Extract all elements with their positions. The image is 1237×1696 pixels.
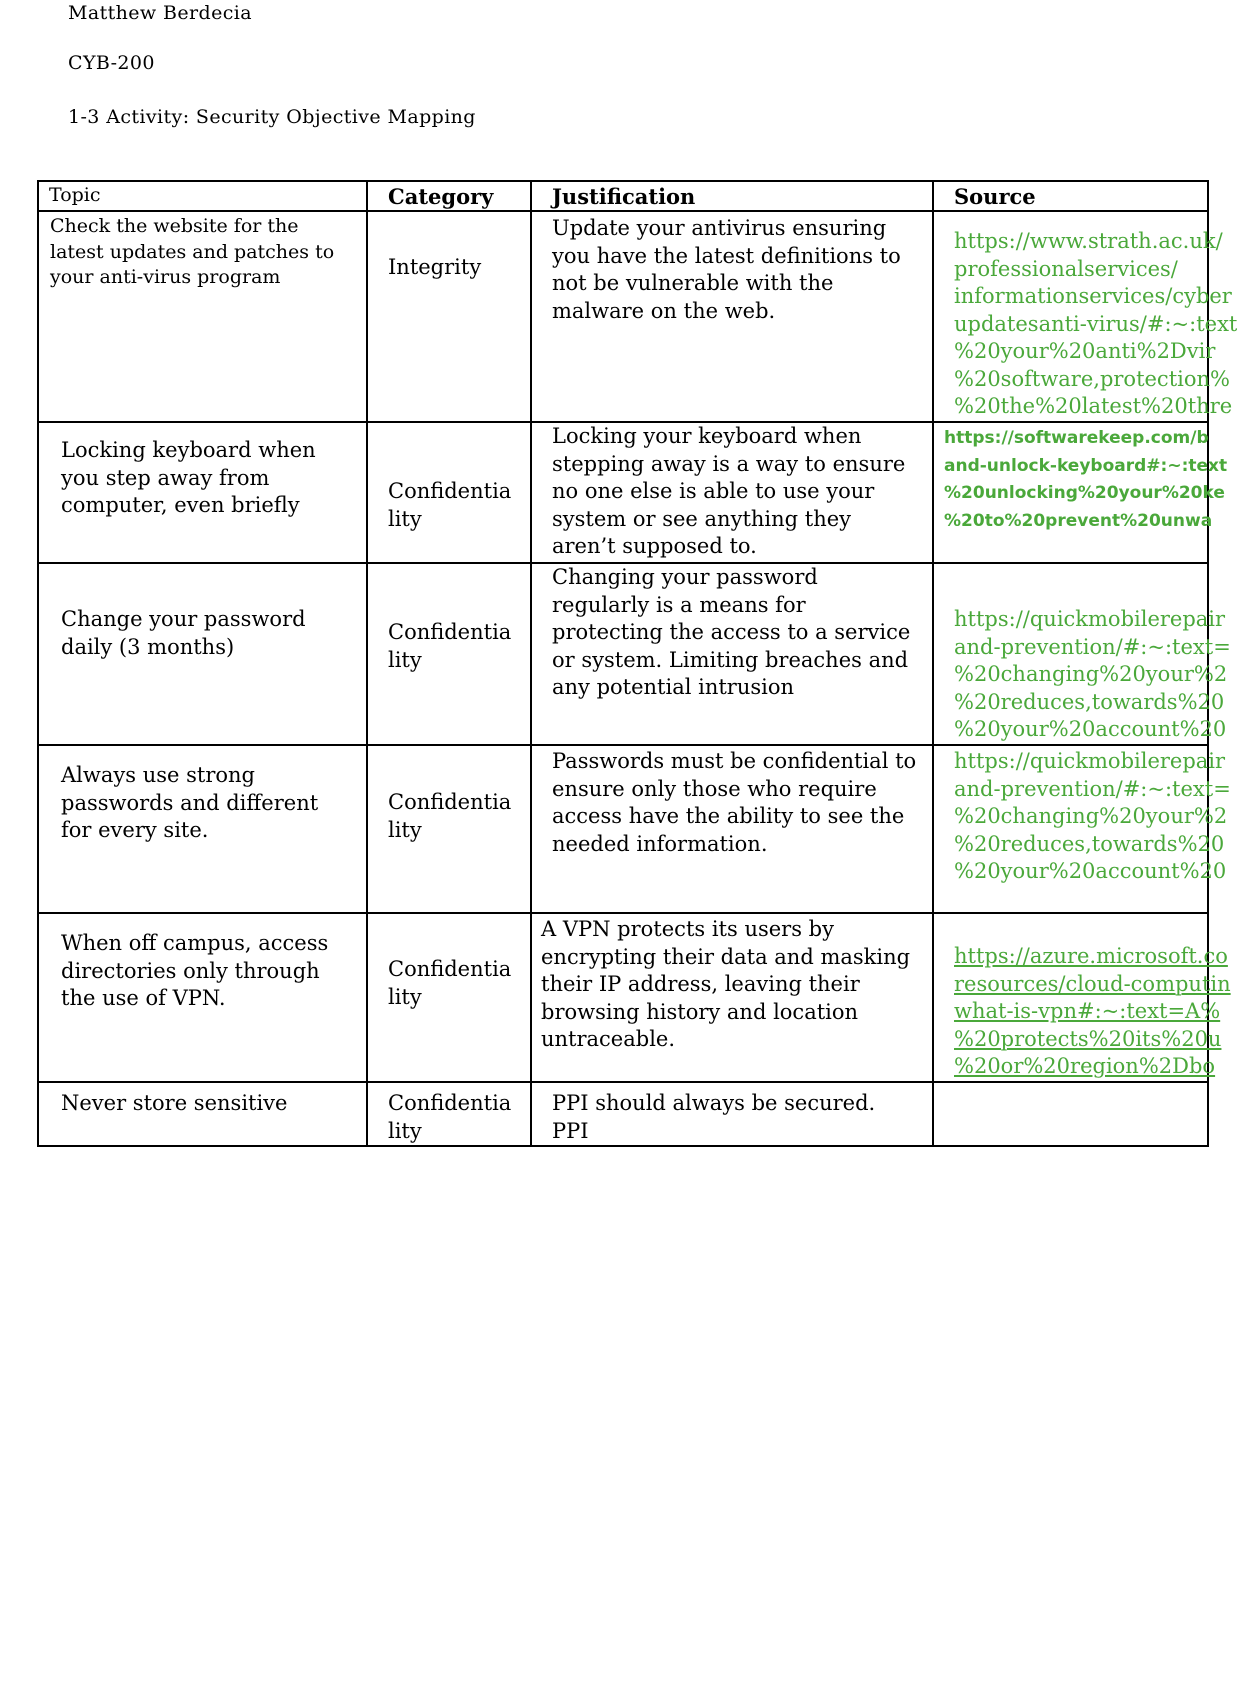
topic-cell: Change your password daily (3 months) xyxy=(38,563,367,745)
category-cell: Confidentiality xyxy=(367,745,531,913)
source-cell xyxy=(933,745,1231,913)
security-objective-table xyxy=(37,180,1237,1147)
assignment-title: 1-3 Activity: Security Objective Mapping xyxy=(68,106,476,128)
category-cell: Confidentiality xyxy=(367,422,531,563)
justification-cell: Changing your password regularly is a means for protecting the access to a service or system. Limiting breaches and any potential intrusion xyxy=(531,563,933,745)
column-header-topic: Topic xyxy=(38,181,367,211)
table-row xyxy=(38,211,1208,422)
source-cell xyxy=(933,211,1237,422)
category-cell: Confidentiality xyxy=(367,1082,531,1146)
topic-cell: Always use strong passwords and different for every site. xyxy=(38,745,367,913)
column-header-justification: Justification xyxy=(531,181,933,211)
source-link[interactable]: https://quickmobilerepair and-prevention/#:~:text= %20changing%20your%2 %20reduces,towards%20 %20your%20account%20 xyxy=(954,749,1231,883)
table-row xyxy=(38,1082,1208,1146)
source-link[interactable]: https://quickmobilerepair and-prevention/#:~:text= %20changing%20your%2 %20reduces,towards%20 %20your%20account%20 xyxy=(954,607,1231,741)
column-header-source: Source xyxy=(933,181,1208,211)
table-row xyxy=(38,422,1208,563)
topic-cell: When off campus, access directories only through the use of VPN. xyxy=(38,913,367,1082)
justification-cell: PPI should always be secured. PPI xyxy=(531,1082,933,1146)
column-header-category: Category xyxy=(367,181,531,211)
source-cell xyxy=(933,913,1231,1082)
justification-cell: Passwords must be confidential to ensure only those who require access have the ability to see the needed information. xyxy=(531,745,933,913)
topic-cell: Never store sensitive xyxy=(38,1082,367,1146)
source-link[interactable]: https://www.strath.ac.uk/ professionalservices/ informationservices/cyber updatesanti-virus/#:~:text %20your%20anti%2Dvir %20software,protection% %20the%20latest%20thre xyxy=(954,229,1237,418)
course-code: CYB-200 xyxy=(68,52,155,74)
source-link[interactable]: https://azure.microsoft.co resources/cloud-computin what-is-vpn#:~:text=A% %20protects%20its%20u %20or%20region%2Dbo xyxy=(954,944,1231,1078)
table-row xyxy=(38,913,1208,1082)
source-cell xyxy=(933,1082,1208,1146)
source-cell xyxy=(933,422,1228,563)
justification-cell: A VPN protects its users by encrypting their data and masking their IP address, leaving their browsing history and location untraceable. xyxy=(531,913,933,1082)
category-cell: Integrity xyxy=(367,211,531,422)
justification-cell: Update your antivirus ensuring you have the latest definitions to not be vulnerable with the malware on the web. xyxy=(531,211,933,422)
topic-cell: Locking keyboard when you step away from computer, even briefly xyxy=(38,422,367,563)
table-row xyxy=(38,563,1208,745)
category-cell: Confidentiality xyxy=(367,913,531,1082)
source-cell xyxy=(933,563,1231,745)
justification-cell: Locking your keyboard when stepping away is a way to ensure no one else is able to use your system or see anything they aren’t supposed to. xyxy=(531,422,933,563)
table-row xyxy=(38,745,1208,913)
author-name: Matthew Berdecia xyxy=(68,2,252,24)
source-link[interactable]: https://softwarekeep.com/b and-unlock-keyboard#:~:text %20unlocking%20your%20ke %20to%20prevent%20unwa xyxy=(944,428,1228,531)
category-cell: Confidentiality xyxy=(367,563,531,745)
topic-cell: Check the website for the latest updates and patches to your anti-virus program xyxy=(38,211,367,422)
table-header-row xyxy=(38,181,1208,211)
